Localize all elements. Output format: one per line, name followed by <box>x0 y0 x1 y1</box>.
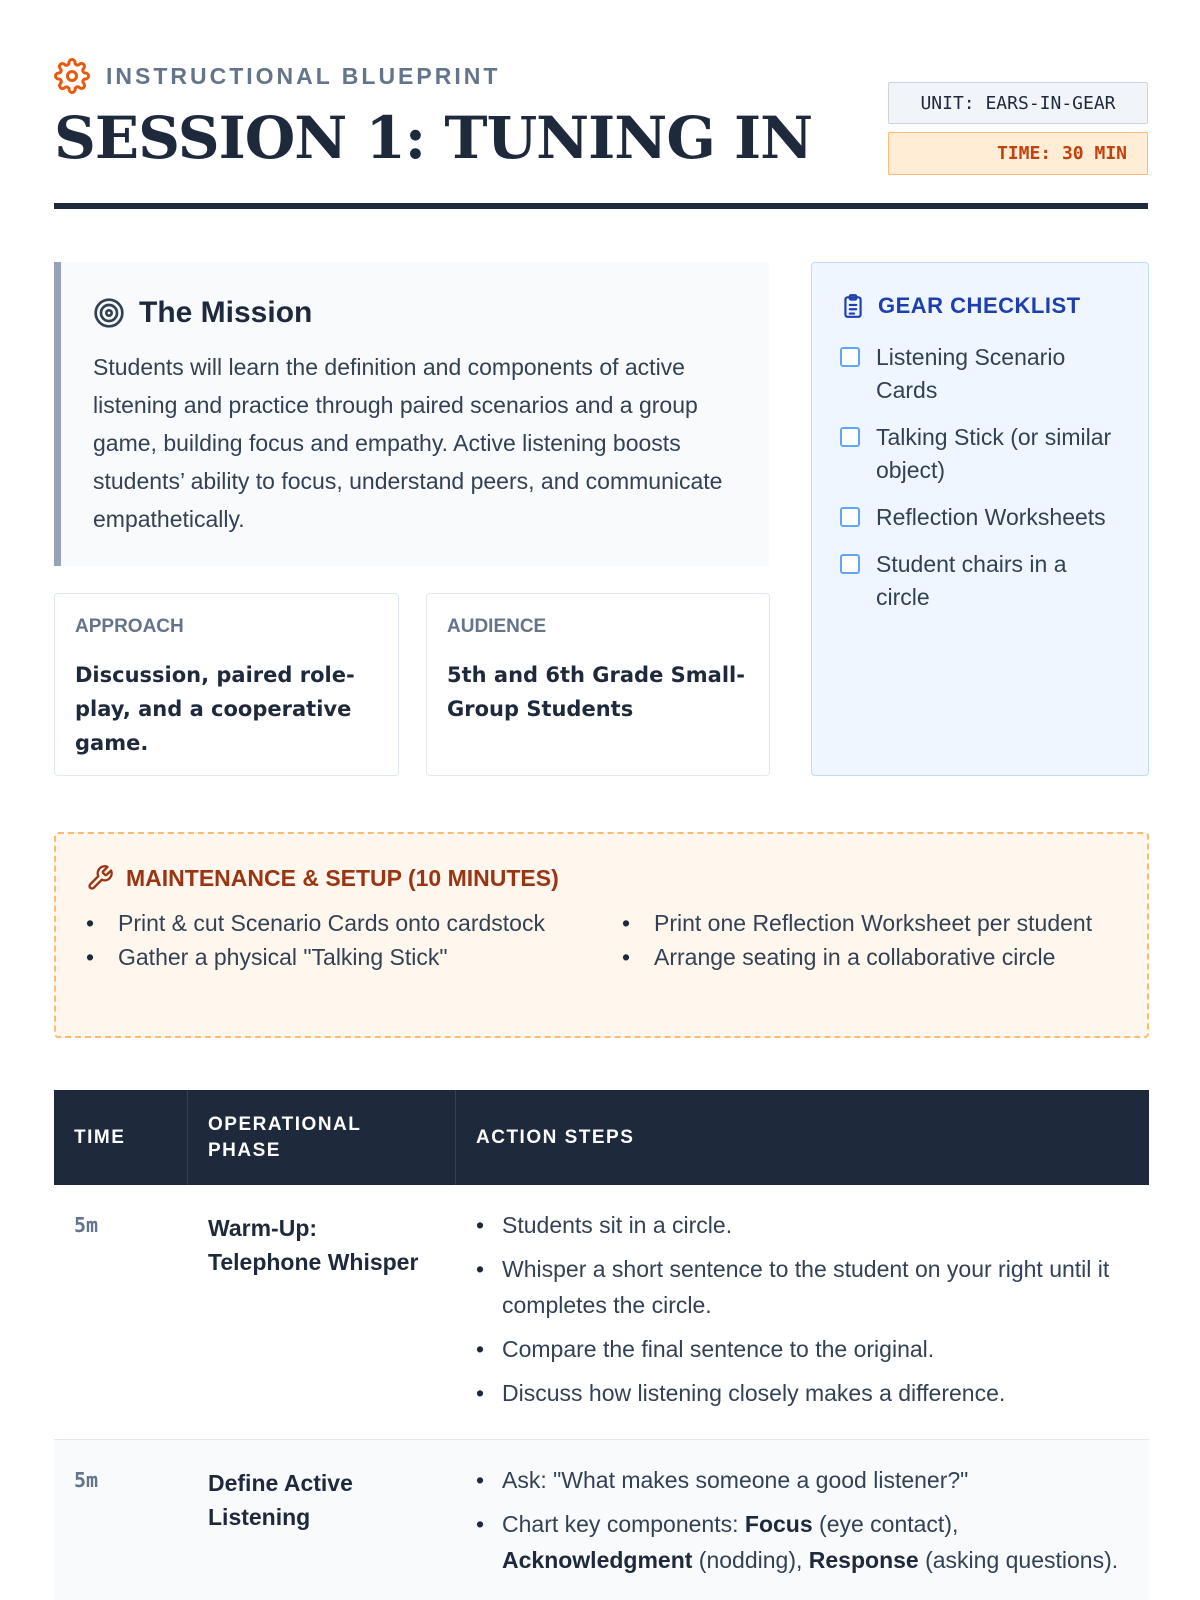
table-row <box>54 1440 1149 1600</box>
action-step: • Students sit in a circle. <box>476 1207 1129 1243</box>
maintenance-list <box>86 906 1126 974</box>
table-header <box>54 1090 1149 1185</box>
row-phase: Define Active Listening <box>208 1470 353 1530</box>
step-text: (nodding), <box>692 1547 809 1573</box>
kicker <box>54 58 500 94</box>
checkbox[interactable] <box>840 507 860 527</box>
time-badge: TIME: 30 MIN <box>888 132 1148 175</box>
checklist-heading <box>840 293 1120 319</box>
mission-heading <box>93 296 312 330</box>
column-header-time: TIME <box>54 1090 188 1185</box>
approach-card <box>54 593 399 776</box>
maintenance-item: • Gather a physical "Talking Stick" <box>86 940 622 974</box>
step-text: (asking questions). <box>918 1547 1119 1573</box>
gear-checklist <box>811 262 1149 776</box>
wrench-icon <box>86 864 114 892</box>
action-step: • Whisper a short sentence to the student on your right until it completes the circle. <box>476 1251 1129 1323</box>
action-step: • Compare the final sentence to the original. <box>476 1331 1129 1367</box>
page-title: SESSION 1: TUNING IN <box>54 104 813 172</box>
mission-panel <box>54 262 769 566</box>
audience-label: AUDIENCE <box>447 616 547 637</box>
maintenance-panel <box>54 832 1149 1038</box>
checklist-item[interactable] <box>840 501 1120 534</box>
column-header-steps: ACTION STEPS <box>476 1126 635 1148</box>
maintenance-heading <box>86 864 559 892</box>
mission-text: Students will learn the definition and components of active listening and practice through paired scenarios and a group game, building focus and empathy. Active listening boosts students’ ability to focus, understand peers, and communicate empathetically. <box>93 354 723 532</box>
step-keyword: Response <box>808 1547 919 1573</box>
checklist-item[interactable] <box>840 341 1120 407</box>
page-header <box>54 54 1148 209</box>
row-steps <box>456 1440 1149 1600</box>
target-icon <box>93 297 125 329</box>
action-step <box>476 1506 1129 1578</box>
gear-icon <box>54 58 90 94</box>
action-step: • Discuss how listening closely makes a difference. <box>476 1375 1129 1411</box>
audience-value: 5th and 6th Grade Small-Group Students <box>447 663 745 721</box>
checklist-title: GEAR CHECKLIST <box>878 293 1081 318</box>
row-steps <box>456 1185 1149 1439</box>
checklist-item-label: Student chairs in a circle <box>876 551 1067 610</box>
row-time: 5m <box>74 1468 99 1492</box>
checklist-item-label: Reflection Worksheets <box>876 504 1106 530</box>
checkbox[interactable] <box>840 554 860 574</box>
checkbox[interactable] <box>840 427 860 447</box>
kicker-label: INSTRUCTIONAL BLUEPRINT <box>106 62 501 89</box>
session-table <box>54 1090 1149 1600</box>
mission-title: The Mission <box>139 296 313 329</box>
action-step: • Ask: "What makes someone a good listener?" <box>476 1462 1129 1498</box>
checklist-item-label: Listening Scenario Cards <box>876 344 1066 403</box>
table-row <box>54 1185 1149 1440</box>
step-text: Chart key components: <box>502 1511 745 1537</box>
row-phase: Warm-Up: Telephone Whisper <box>208 1215 419 1275</box>
maintenance-item: • Print one Reflection Worksheet per student <box>622 906 1122 940</box>
checklist-item[interactable] <box>840 421 1120 487</box>
approach-value: Discussion, paired role-play, and a cooperative game. <box>75 663 355 755</box>
maintenance-title: MAINTENANCE & SETUP (10 MINUTES) <box>126 864 559 891</box>
approach-label: APPROACH <box>75 616 184 637</box>
audience-card <box>426 593 770 776</box>
step-keyword: Focus <box>744 1511 813 1537</box>
clipboard-icon <box>840 293 866 319</box>
maintenance-item: • Print & cut Scenario Cards onto cardstock <box>86 906 622 940</box>
unit-badge: UNIT: EARS-IN-GEAR <box>888 82 1148 124</box>
column-header-phase: OPERATIONAL PHASE <box>188 1090 456 1185</box>
step-keyword: Acknowledgment <box>502 1547 693 1573</box>
checkbox[interactable] <box>840 347 860 367</box>
checklist-item[interactable] <box>840 548 1120 614</box>
row-time: 5m <box>74 1213 99 1237</box>
maintenance-item: • Arrange seating in a collaborative circle <box>622 940 1122 974</box>
checklist-item-label: Talking Stick (or similar object) <box>876 424 1112 483</box>
step-text: (eye contact), <box>812 1511 959 1537</box>
